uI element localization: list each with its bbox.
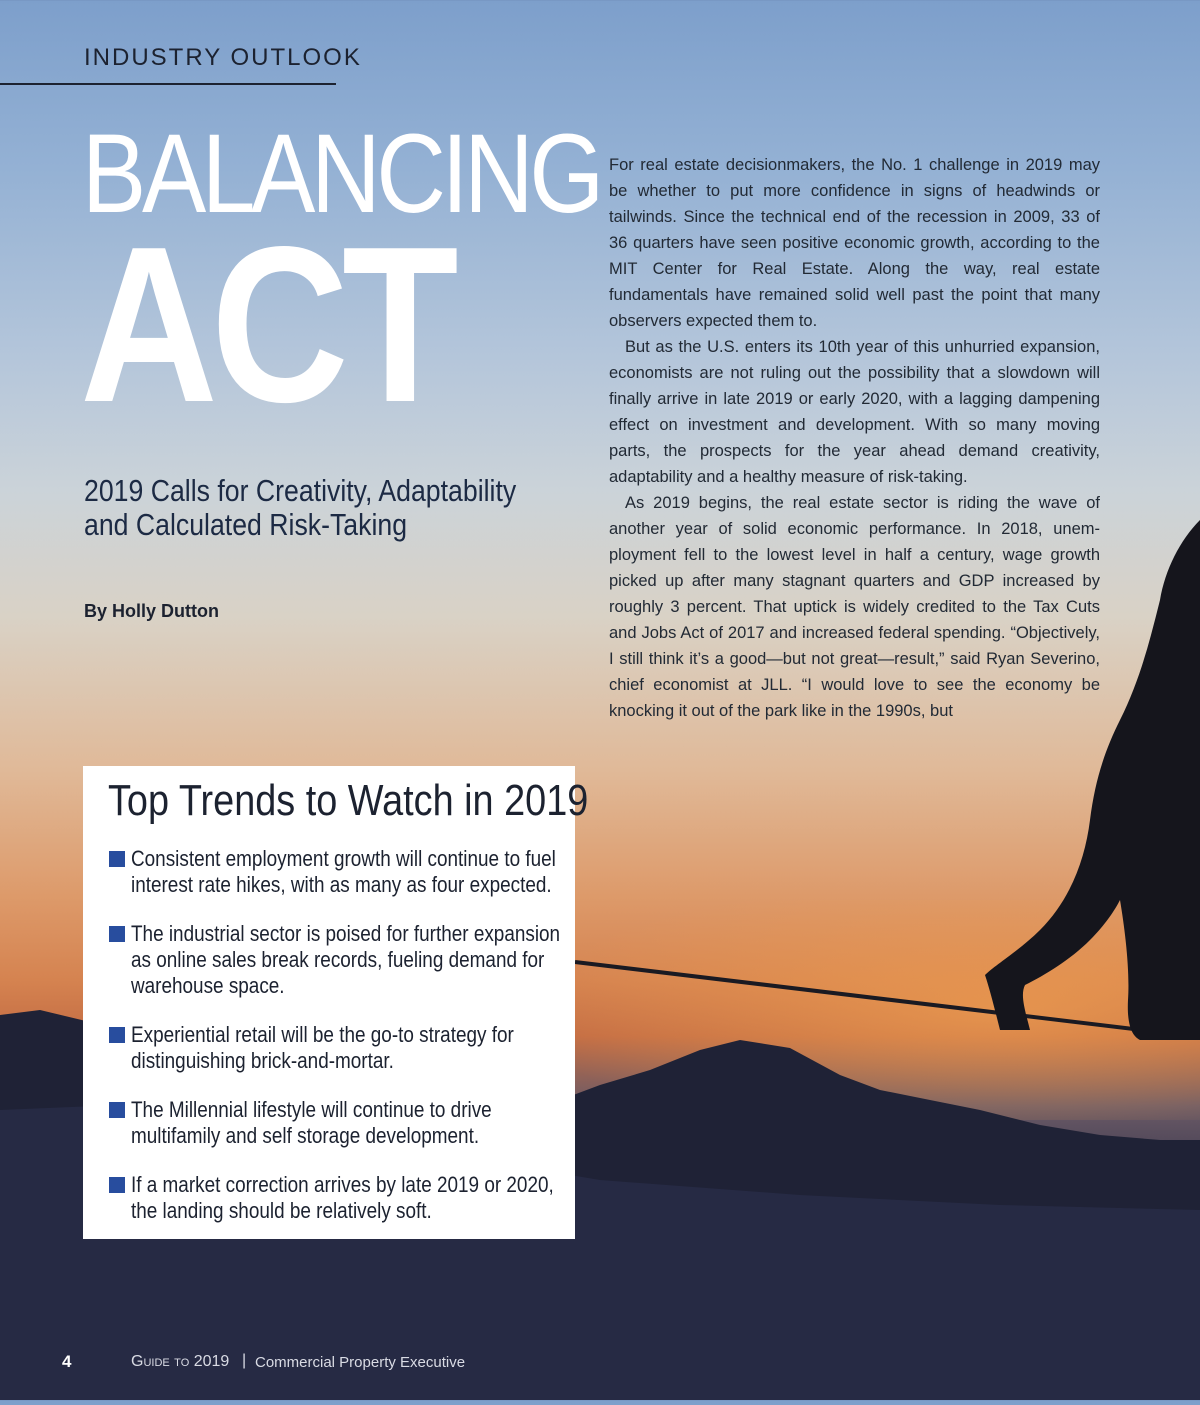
square-bullet-icon: [109, 1102, 125, 1118]
square-bullet-icon: [109, 1177, 125, 1193]
article-body: [609, 152, 1100, 724]
page-number: 4: [62, 1352, 72, 1371]
trend-text-line: warehouse space.: [131, 973, 285, 998]
trend-text-line: as online sales break records, fueling demand for: [131, 947, 545, 972]
trend-text-line: Consistent employment growth will continue to fuel: [131, 846, 556, 871]
trends-title: Top Trends to Watch in 2019: [108, 776, 589, 825]
trend-text-line: multifamily and self storage development.: [131, 1123, 480, 1148]
trend-text-line: distinguishing brick-and-mortar.: [131, 1048, 394, 1073]
author-byline: By Holly Dutton: [84, 601, 219, 621]
trend-text-line: The industrial sector is poised for further expansion: [131, 921, 561, 946]
footer-guide-title: Guide to 2019: [131, 1353, 230, 1370]
paragraph: As 2019 begins, the real estate sector is riding the wave of another year of solid economic performance. In 2018, unemployment fell to the lowest level in half a century, wage growth picked up after many stagnant quarters and GDP increased by roughly 3 percent. That uptick is widely credited to the Tax Cuts and Jobs Act of 2017 and increased federal spending. “Objectively, I still think it’s a good—but not great—result,” said Ryan Severino, chief economist at JLL. “I would love to see the economy be knocking it out of the park like in the 1990s, but: [609, 494, 1100, 720]
trend-text-line: If a market correction arrives by late 2019 or 2020,: [131, 1172, 554, 1197]
trend-text-line: The Millennial lifestyle will continue to drive: [131, 1097, 492, 1122]
section-label: INDUSTRY OUTLOOK: [84, 44, 362, 71]
footer-publication: Commercial Property Executive: [255, 1354, 466, 1371]
square-bullet-icon: [109, 1027, 125, 1043]
subtitle: [84, 474, 566, 542]
paragraph: But as the U.S. enters its 10th year of this unhurried expansion, economists are not ruling out the possibility that a slowdown will finally arrive in late 2019 or early 2020, with a lagging dampening effect on investment and development. With so many moving parts, the prospects for the year ahead demand creativity, adaptability and a healthy measure of risk-taking.: [609, 338, 1100, 486]
subtitle-line-2: and Calculated Risk-Taking: [84, 507, 408, 542]
section-divider: [0, 83, 336, 85]
trend-text-line: Experiential retail will be the go-to strategy for: [131, 1022, 514, 1047]
square-bullet-icon: [109, 851, 125, 867]
trend-text-line: the landing should be relatively soft.: [131, 1198, 432, 1223]
trend-text-line: interest rate hikes, with as many as four expected.: [131, 872, 552, 897]
footer-separator: |: [242, 1352, 247, 1369]
subtitle-line-1: 2019 Calls for Creativity, Adaptability: [84, 473, 517, 508]
paragraph: For real estate decisionmakers, the No. 1 challenge in 2019 may be whether to put more confidence in signs of headwinds or tailwinds. Since the technical end of the recession in 2009, 33 of 36 quarters have seen positive economic growth, according to the MIT Center for Real Estate. Along the way, real estate fundamentals have remained solid well past the point that many observers expected them to.: [609, 156, 1100, 330]
headline-line-1: BALANCING: [82, 111, 600, 236]
square-bullet-icon: [109, 926, 125, 942]
trends-sidebar: [83, 766, 589, 1239]
headline-line-2: ACT: [80, 201, 452, 449]
